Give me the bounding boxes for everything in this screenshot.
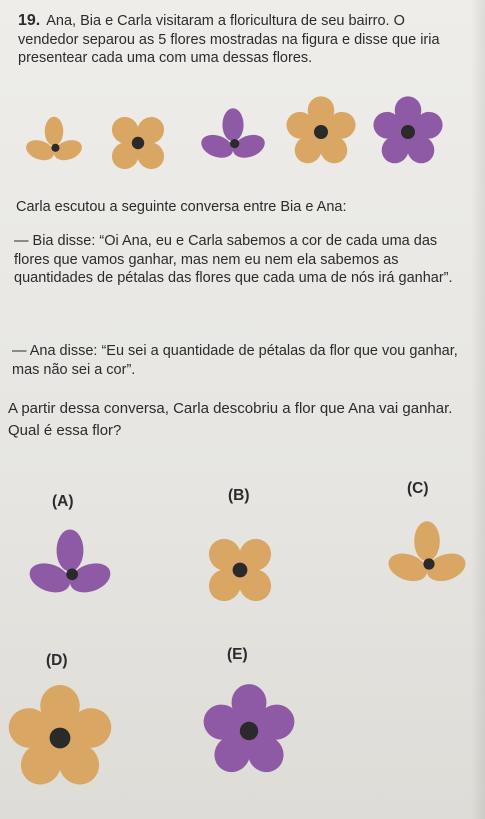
flower-center xyxy=(51,144,59,152)
petal xyxy=(45,117,64,146)
flower-center xyxy=(314,125,328,139)
question-number: 19. xyxy=(18,12,41,29)
flower-center xyxy=(66,569,78,581)
conversation-heading: Carla escutou a seguinte conversa entre Bia e Ana: xyxy=(16,199,347,215)
option-d-flower[interactable] xyxy=(8,684,112,792)
ana-statement: — Ana disse: “Eu sei a quantidade de pétalas da flor que vou ganhar, mas não sei a cor”. xyxy=(12,343,458,378)
figure-flower-2 xyxy=(107,112,169,174)
option-b-label: (B) xyxy=(228,487,250,504)
flower-center xyxy=(230,139,239,148)
figure-flower-4 xyxy=(285,97,357,167)
intro-text: Ana, Bia e Carla visitaram a floricultura de seu bairro. O vendedor separou as 5 flores mostradas na figura e disse que iria presentear cada uma com uma dessas flores. xyxy=(18,13,440,66)
question-intro xyxy=(18,12,468,68)
flower-center xyxy=(401,125,415,139)
question-prompt: A partir dessa conversa, Carla descobriu a flor que Ana vai ganhar. Qual é essa flor? xyxy=(8,400,453,439)
flower-center xyxy=(50,728,71,749)
figure-flower-1 xyxy=(22,113,86,171)
option-a-flower[interactable] xyxy=(28,523,112,609)
flower-center xyxy=(233,563,248,578)
option-e-label: (E) xyxy=(227,646,248,663)
option-e-flower[interactable] xyxy=(203,683,295,779)
option-b-flower[interactable] xyxy=(203,532,277,608)
flower-center xyxy=(132,137,144,149)
flower-center xyxy=(423,558,434,569)
option-a-label: (A) xyxy=(52,493,74,510)
option-c-flower[interactable] xyxy=(386,516,468,596)
option-d-label: (D) xyxy=(46,652,68,669)
petal xyxy=(222,108,243,141)
option-c-label: (C) xyxy=(407,480,429,497)
flower-center xyxy=(240,722,258,740)
figure-flower-3 xyxy=(197,104,269,170)
bia-statement: — Bia disse: “Oi Ana, eu e Carla sabemos a cor de cada uma das flores que vamos ganhar, mas nem eu nem ela sabemos as quantidades de pétalas das flores que cada uma de nós irá ganhar”. xyxy=(14,233,453,286)
petal xyxy=(414,521,440,561)
petal xyxy=(57,529,84,571)
figure-flower-5 xyxy=(373,97,443,167)
